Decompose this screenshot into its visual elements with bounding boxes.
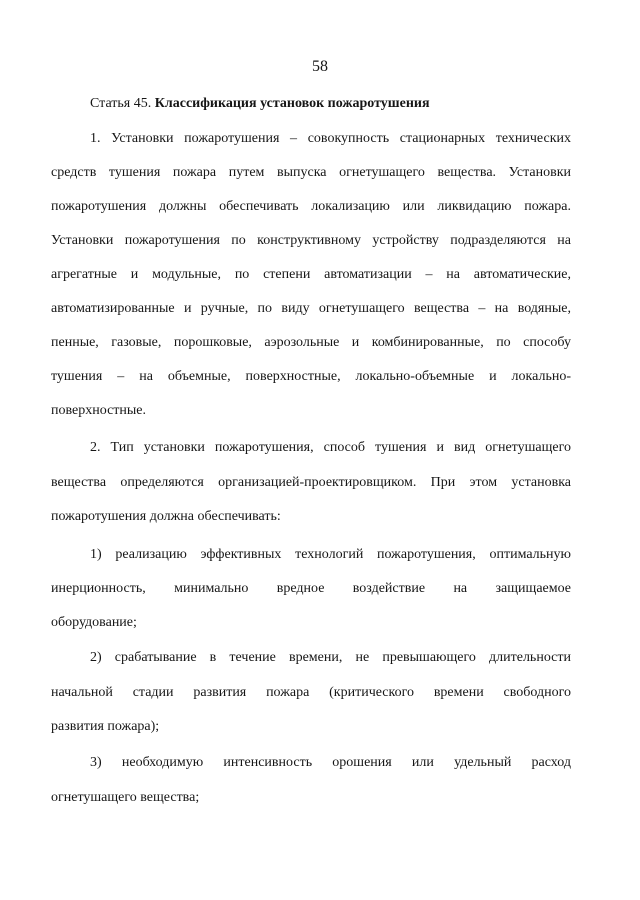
text-line: огнетушащего вещества;	[51, 790, 200, 805]
text-line: тушения – на объемные, поверхностные, локально-объемные и локально-	[51, 369, 571, 384]
article-title: Классификация установок пожаротушения	[154, 96, 430, 111]
text-line: средств тушения пожара путем выпуска огнетушащего вещества. Установки	[51, 165, 571, 180]
text-line: Установки пожаротушения по конструктивному устройству подразделяются на	[51, 233, 571, 248]
article-label: Статья 45.	[90, 96, 152, 111]
list-item-line: 2) срабатывание в течение времени, не превышающего длительности	[90, 650, 571, 665]
list-item-line: 1) реализацию эффективных технологий пожаротушения, оптимальную	[90, 547, 571, 562]
text-line: пенные, газовые, порошковые, аэрозольные и комбинированные, по способу	[51, 335, 571, 350]
text-line: вещества определяются организацией-проектировщиком. При этом установка	[51, 475, 571, 490]
text-line: 2. Тип установки пожаротушения, способ тушения и вид огнетушащего	[90, 440, 571, 455]
page-number: 58	[312, 58, 328, 75]
text-line: оборудование;	[51, 615, 137, 630]
text-line: поверхностные.	[51, 403, 147, 418]
list-item-line: 3) необходимую интенсивность орошения или удельный расход	[90, 755, 571, 770]
text-line: развития пожара);	[51, 719, 160, 734]
text-line: агрегатные и модульные, по степени автоматизации – на автоматические,	[51, 267, 571, 282]
text-line: инерционность, минимально вредное воздействие на защищаемое	[51, 581, 571, 596]
article-heading	[90, 94, 430, 114]
text-line: 1. Установки пожаротушения – совокупность стационарных технических	[90, 131, 571, 146]
text-line: автоматизированные и ручные, по виду огнетушащего вещества – на водяные,	[51, 301, 571, 316]
text-line: пожаротушения должна обеспечивать:	[51, 509, 281, 524]
text-line: начальной стадии развития пожара (критического времени свободного	[51, 685, 571, 700]
text-line: пожаротушения должны обеспечивать локализацию или ликвидацию пожара.	[51, 199, 571, 214]
